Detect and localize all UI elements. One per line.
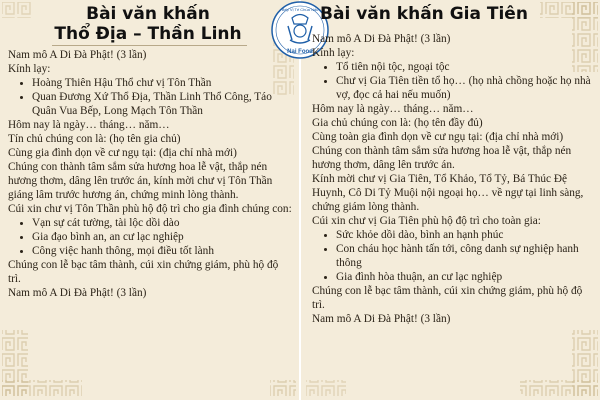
address-line: Cùng toàn gia đình dọn về cư ngụ tại: (địa chỉ nhà mới) (312, 131, 564, 143)
list-item: • Gia đạo bình an, an cư lạc nghiệp (32, 230, 292, 244)
left-prayer-text (8, 48, 292, 300)
wish-list (8, 216, 292, 258)
closing-invocation: Nam mô A Di Đà Phật! (3 lần) (8, 287, 147, 299)
invitation-paragraph: Kính mời chư vị Gia Tiên, Tổ Khảo, Tổ Tỷ, Bá Thúc Đệ Huynh, Cô Di Tỷ Muội nội ngoại họ… về ngự tại linh sàng, chứng giám lòng thành. (312, 173, 584, 213)
list-item: • Công việc hanh thông, mọi điều tốt lành (32, 244, 292, 258)
right-prayer-text (312, 32, 596, 326)
wish-list (312, 228, 596, 284)
list-item: • Sức khỏe dồi dào, bình an hạnh phúc (336, 228, 596, 242)
date-line: Hôm nay là ngày… tháng… năm… (8, 119, 170, 131)
date-line: Hôm nay là ngày… tháng… năm… (312, 103, 474, 115)
list-item: • Quan Đương Xứ Thổ Địa, Thần Linh Thổ Công, Táo Quân Vua Bếp, Long Mạch Tôn Thần (32, 90, 292, 118)
blessing-request: Cúi xin chư vị Gia Tiên phù hộ độ trì cho toàn gia: (312, 215, 541, 227)
salutation-label: Kính lạy: (8, 63, 51, 75)
list-item: • Gia đình hòa thuận, an cư lạc nghiệp (336, 270, 596, 284)
left-title-line1: Bài văn khấn (86, 4, 210, 24)
closing-paragraph: Chúng con lễ bạc tâm thành, cúi xin chứng giám, phù hộ độ trì. (312, 285, 583, 311)
panel-divider (299, 0, 301, 400)
opening-invocation: Nam mô A Di Đà Phật! (3 lần) (8, 49, 147, 61)
closing-invocation: Nam mô A Di Đà Phật! (3 lần) (312, 313, 451, 325)
list-item: • Chư vị Gia Tiên tiền tổ họ… (họ nhà chồng hoặc họ nhà vợ, đọc cả hai nếu muốn) (336, 74, 596, 102)
list-item: • Hoàng Thiên Hậu Thổ chư vị Tôn Thần (32, 76, 292, 90)
opening-invocation: Nam mô A Di Đà Phật! (3 lần) (312, 33, 451, 45)
list-item: • Con cháu học hành tấn tới, công danh sự nghiệp hanh thông (336, 242, 596, 270)
deity-list (8, 76, 292, 118)
list-item: • Tổ tiên nội tộc, ngoại tộc (336, 60, 596, 74)
logo-bottom-text: Nai Food (287, 49, 313, 55)
offering-paragraph: Chúng con thành tâm sắm sửa hương hoa lễ vật, thắp nén hương thơm, dâng lên trước án, kính mời chư vị Tôn Thần giáng lâm trước hương án, chứng minh lòng thành. (8, 161, 273, 201)
salutation-label: Kính lạy: (312, 47, 355, 59)
list-item: • Vạn sự cát tường, tài lộc dồi dào (32, 216, 292, 230)
tho-dia-prayer-panel (0, 2, 296, 398)
blessing-request: Cúi xin chư vị Tôn Thần phù hộ độ trì cho gia đình chúng con: (8, 203, 292, 215)
owner-line: Tín chủ chúng con là: (họ tên gia chủ) (8, 133, 181, 145)
closing-paragraph: Chúng con lễ bạc tâm thành, cúi xin chứng giám, phù hộ độ trì. (8, 259, 279, 285)
offering-paragraph: Chúng con thành tâm sắm sửa hương hoa lễ vật, thắp nén hương thơm, dâng lên trước án. (312, 145, 572, 171)
address-line: Cùng gia đình dọn về cư ngụ tại: (địa chỉ nhà mới) (8, 147, 237, 159)
title-underline (52, 45, 247, 46)
gia-tien-prayer-panel (304, 2, 600, 398)
ancestor-list (312, 60, 596, 102)
logo-top-text: Bếp Vị Tế Chúa Nấu (281, 7, 319, 12)
left-title-line2: Thổ Địa – Thần Linh (54, 24, 242, 44)
owner-line: Gia chủ chúng con là: (họ tên đầy đủ) (312, 117, 483, 129)
right-title: Bài văn khấn Gia Tiên (320, 4, 528, 24)
